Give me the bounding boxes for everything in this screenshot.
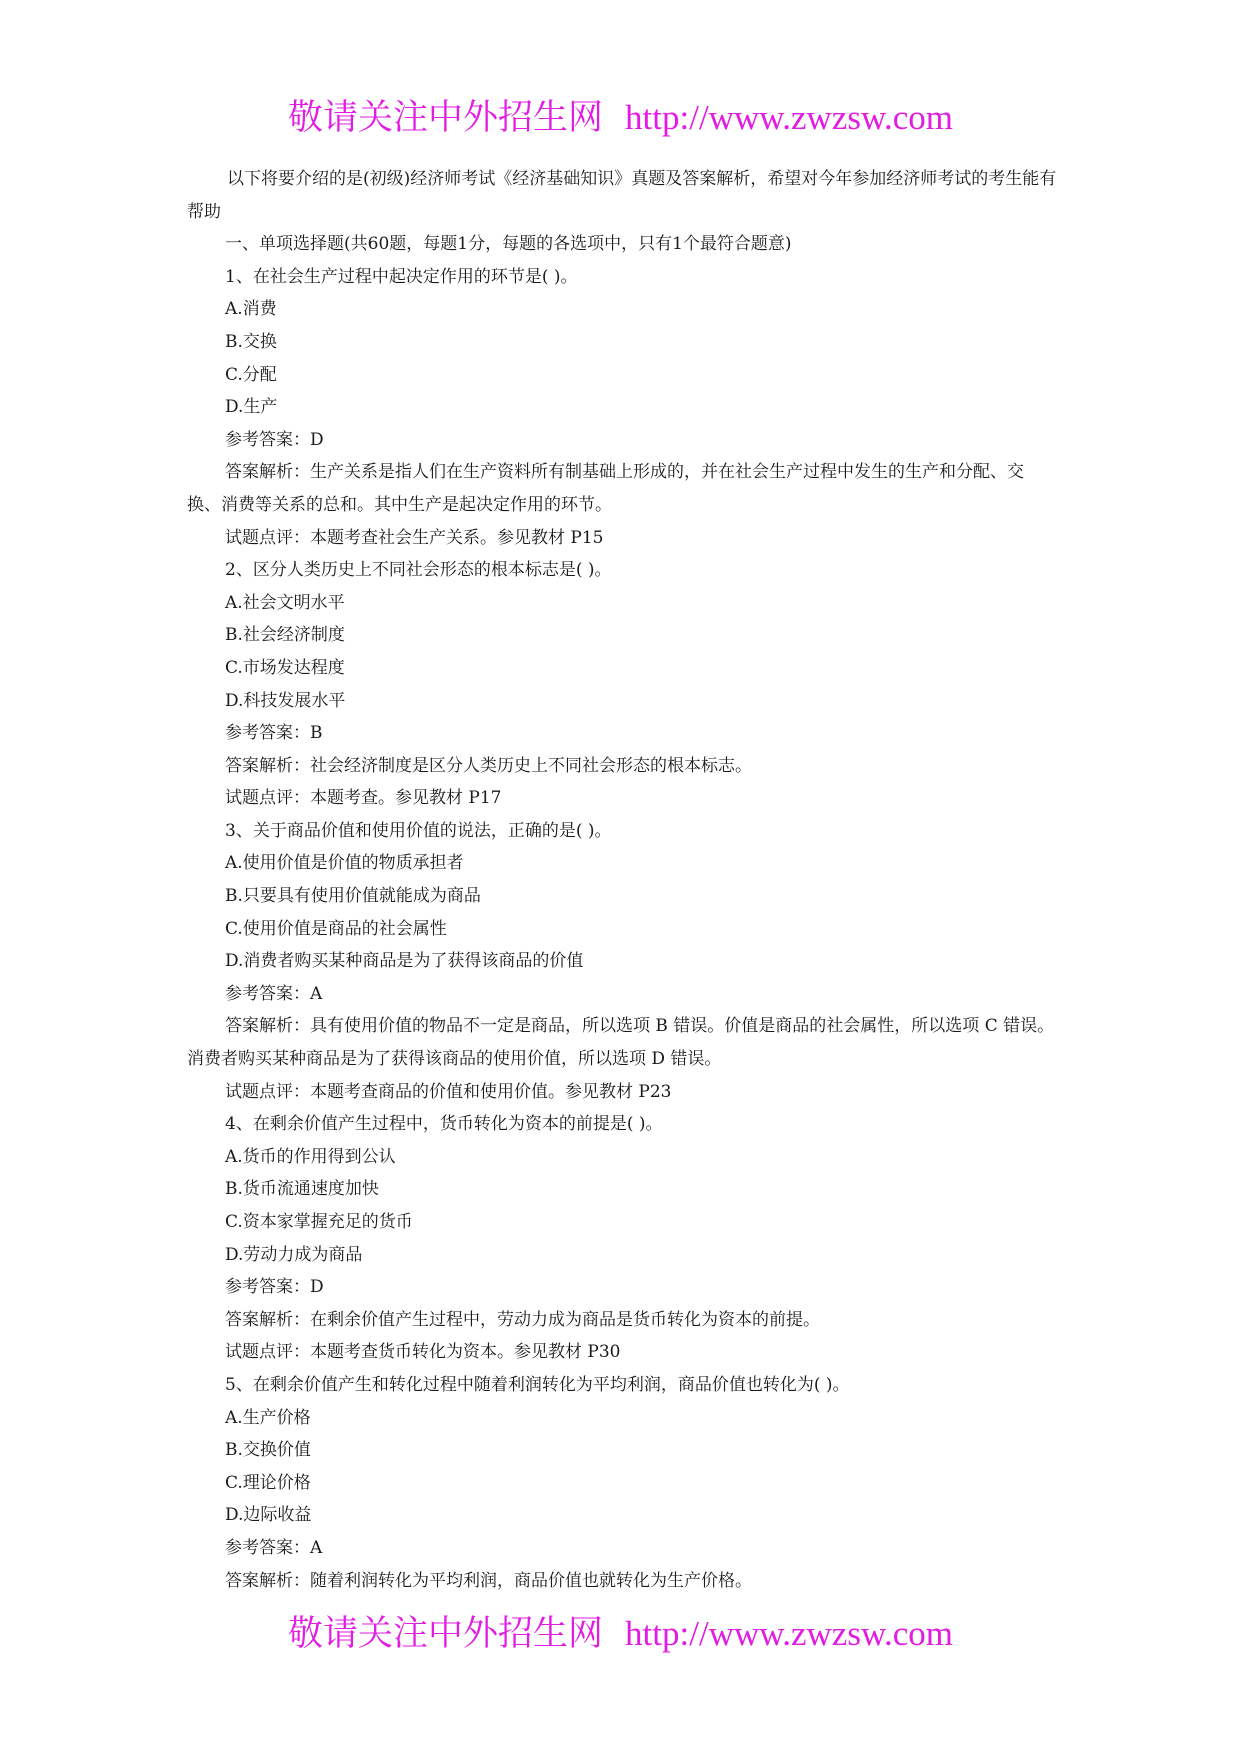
option-a: A.使用价值是价值的物质承担者 xyxy=(225,853,464,874)
option-c: C.分配 xyxy=(225,364,277,385)
banner-site-name: 敬请关注中外招生网 xyxy=(288,98,604,137)
option-d: D.消费者购买某种商品是为了获得该商品的价值 xyxy=(225,951,584,972)
analysis-paragraph: 答案解析：具有使用价值的物品不一定是商品，所以选项 B 错误。价值是商品的社会属性，所以选项 C 错误。消费者购买某种商品是为了获得该商品的使用价值，所以选项 D 错误。 xyxy=(187,1016,1055,1070)
analysis-paragraph: 答案解析：社会经济制度是区分人类历史上不同社会形态的根本标志。 xyxy=(225,755,752,776)
answer-line: 参考答案：A xyxy=(225,1537,323,1558)
option-d: D.科技发展水平 xyxy=(225,690,346,711)
question-stem: 2、区分人类历史上不同社会形态的根本标志是( )。 xyxy=(225,560,612,581)
banner-url-link[interactable]: http://www.zwzsw.com xyxy=(625,98,953,137)
answer-line: 参考答案：A xyxy=(225,983,323,1004)
banner-site-name: 敬请关注中外招生网 xyxy=(288,1614,604,1653)
analysis-paragraph: 答案解析：在剩余价值产生过程中，劳动力成为商品是货币转化为资本的前提。 xyxy=(225,1309,820,1330)
option-b: B.只要具有使用价值就能成为商品 xyxy=(225,886,481,907)
comment-line: 试题点评：本题考查货币转化为资本。参见教材 P30 xyxy=(225,1342,621,1363)
option-a: A.社会文明水平 xyxy=(225,592,345,613)
option-c: C.市场发达程度 xyxy=(225,657,345,678)
option-d: D.劳动力成为商品 xyxy=(225,1244,363,1265)
answer-line: 参考答案：D xyxy=(225,429,324,450)
option-d: D.边际收益 xyxy=(225,1505,312,1526)
section-title: 一、单项选择题(共60题，每题1分，每题的各选项中，只有1个最符合题意) xyxy=(225,234,792,255)
question-stem: 5、在剩余价值产生和转化过程中随着利润转化为平均利润，商品价值也转化为( )。 xyxy=(225,1374,850,1395)
answer-line: 参考答案：B xyxy=(225,723,323,744)
option-a: A.消费 xyxy=(225,299,277,320)
option-c: C.资本家掌握充足的货币 xyxy=(225,1212,413,1232)
comment-line: 试题点评：本题考查。参见教材 P17 xyxy=(225,788,502,809)
answer-line: 参考答案：D xyxy=(225,1277,324,1298)
footer-banner xyxy=(0,1606,1241,1656)
option-b: B.交换价值 xyxy=(225,1440,311,1461)
option-a: A.生产价格 xyxy=(225,1407,311,1428)
comment-line: 试题点评：本题考查社会生产关系。参见教材 P15 xyxy=(225,527,604,548)
question-stem: 4、在剩余价值产生过程中，货币转化为资本的前提是( )。 xyxy=(225,1114,663,1135)
option-b: B.交换 xyxy=(225,331,277,352)
banner-url-link[interactable]: http://www.zwzsw.com xyxy=(625,1614,953,1653)
comment-line: 试题点评：本题考查商品的价值和使用价值。参见教材 P23 xyxy=(225,1081,672,1102)
option-c: C.使用价值是商品的社会属性 xyxy=(225,918,447,939)
option-c: C.理论价格 xyxy=(225,1472,311,1493)
option-b: B.货币流通速度加快 xyxy=(225,1179,379,1200)
option-d: D.生产 xyxy=(225,397,278,418)
document-body xyxy=(187,163,1057,1597)
analysis-paragraph: 答案解析：生产关系是指人们在生产资料所有制基础上形成的，并在社会生产过程中发生的生产和分配、交换、消费等关系的总和。其中生产是起决定作用的环节。 xyxy=(187,462,1024,515)
header-banner xyxy=(0,90,1241,140)
option-a: A.货币的作用得到公认 xyxy=(225,1146,396,1167)
analysis-paragraph: 答案解析：随着利润转化为平均利润，商品价值也就转化为生产价格。 xyxy=(225,1570,752,1591)
question-stem: 1、在社会生产过程中起决定作用的环节是( )。 xyxy=(225,266,578,287)
option-b: B.社会经济制度 xyxy=(225,625,345,646)
question-stem: 3、关于商品价值和使用价值的说法，正确的是( )。 xyxy=(225,820,612,841)
intro-paragraph: 以下将要介绍的是(初级)经济师考试《经济基础知识》真题及答案解析，希望对今年参加经济师考试的考生能有帮助 xyxy=(187,169,1057,222)
